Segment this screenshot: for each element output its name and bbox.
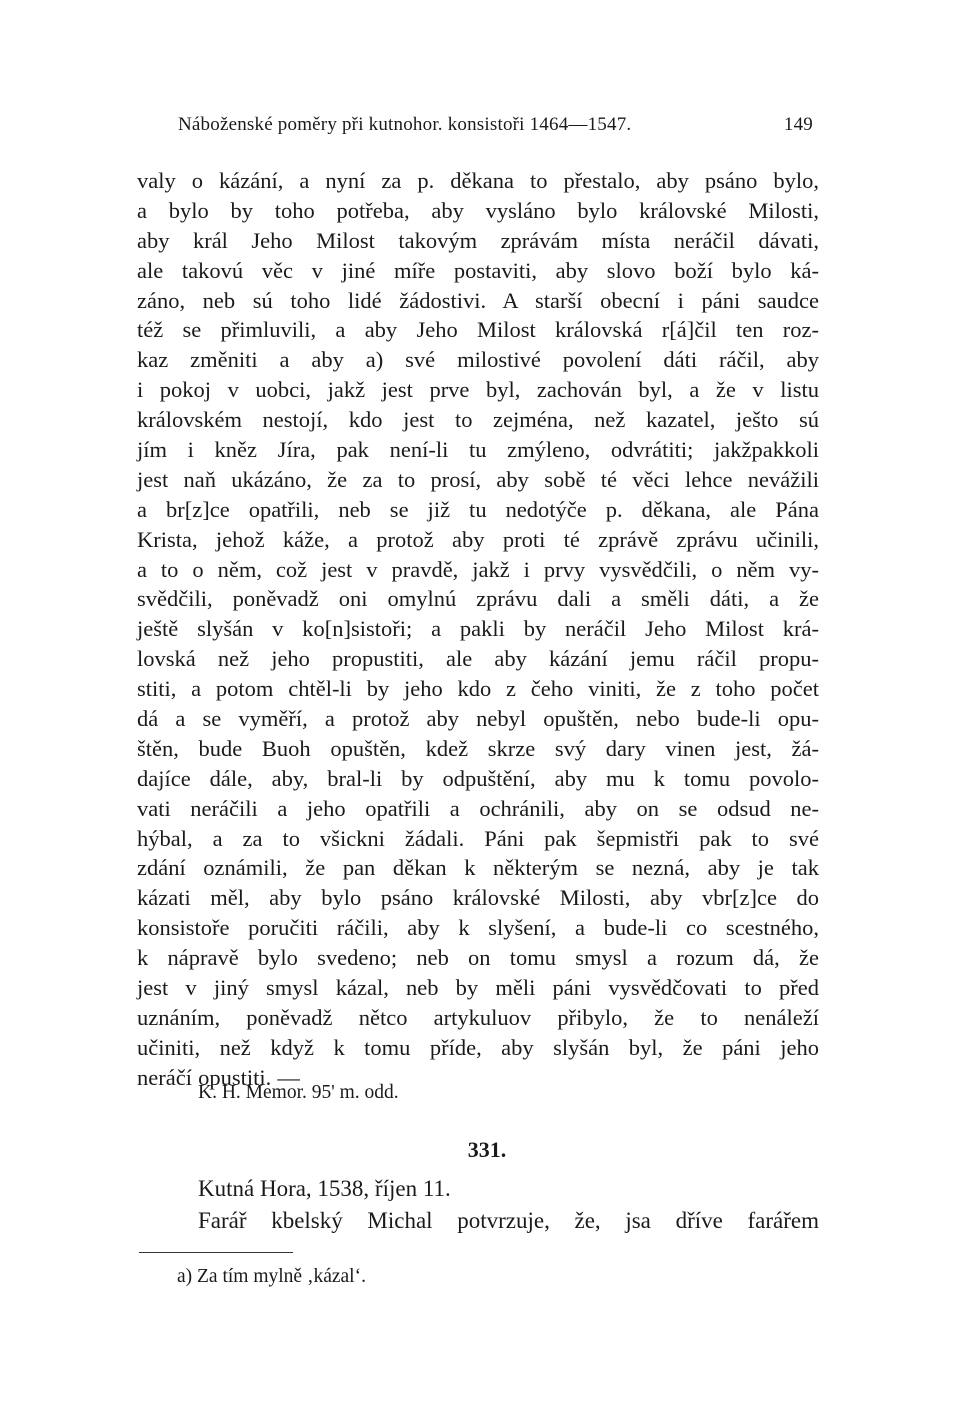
body-line: vati neráčili a jeho opatřili a ochránili, aby on se odsud ne- <box>137 795 819 821</box>
document-place-date: Kutná Hora, 1538, říjen 11. <box>198 1176 451 1201</box>
body-line: kaz změniti a aby a) své milostivé povolení dáti ráčil, aby <box>137 347 819 373</box>
running-header <box>178 114 813 136</box>
body-line: ale takovú věc v jiné míře postaviti, aby slovo boží bylo ká- <box>137 257 819 283</box>
body-text <box>137 166 819 1093</box>
body-line: hýbal, a za to všickni žádali. Páni pak šepmistři pak to své <box>137 825 819 851</box>
body-line: dá a se vyměří, a protož aby nebyl opuštěn, nebo bude-li opu- <box>137 706 819 732</box>
body-line: neráčí opustiti. — <box>137 1064 300 1090</box>
body-line: též se přimluvili, a aby Jeho Milost královská r[á]čil ten roz- <box>137 317 819 343</box>
body-line: zdání oznámili, že pan děkan k některým se nezná, aby je tak <box>137 855 819 881</box>
body-line: Krista, jehož káže, a protož aby proti té zprávě zprávu učinili, <box>137 526 819 552</box>
body-line: konsistoře poručiti ráčili, aby k slyšení, a bude-li co scestného, <box>137 915 819 941</box>
body-line: valy o kázání, a nyní za p. děkana to přestalo, aby psáno bylo, <box>137 168 819 193</box>
body-line: dajíce dále, aby, bral-li by odpuštění, aby mu k tomu povolo- <box>137 765 819 791</box>
body-line: a bylo by toho potřeba, aby vysláno bylo královské Milosti, <box>137 197 819 223</box>
body-line: stiti, a potom chtěl-li by jeho kdo z čeho viniti, že z toho počet <box>137 676 819 702</box>
body-line: k nápravě bylo svedeno; neb on tomu smysl a rozum dá, že <box>137 945 819 971</box>
footnote: a) Za tím mylně ‚kázal‘. <box>177 1266 366 1287</box>
page-number: 149 <box>783 114 813 135</box>
body-line: jím i kněz Jíra, pak není-li tu zmýleno, odvrátiti; jakžpakkoli <box>137 437 819 463</box>
body-line: i pokoj v uobci, jakž jest prve byl, zachován byl, a že v listu <box>137 377 819 403</box>
body-line: ještě slyšán v ko[n]sistoři; a pakli by neráčil Jeho Milost krá- <box>137 616 819 642</box>
body-line: jest v jiný smysl kázal, neb by měli páni vysvědčovati to před <box>137 975 819 1001</box>
document-number: 331. <box>467 1137 507 1162</box>
body-line: a to o něm, což jest v pravdě, jakž i prvy vysvědčili, o něm vy- <box>137 556 819 582</box>
footnote-rule <box>139 1252 293 1253</box>
document-regest-line: Farář kbelský Michal potvrzuje, že, jsa dříve farářem <box>198 1208 819 1233</box>
body-line: záno, neb sú toho lidé žádostivi. A starší obecní i páni saudce <box>137 287 819 313</box>
running-title: Náboženské poměry při kutnohor. konsistoři 1464—1547. <box>178 114 632 135</box>
body-line: štěn, bude Buoh opuštěn, kdež skrze svý dary vinen jest, žá- <box>137 735 819 761</box>
body-line: učiniti, než když k tomu příde, aby slyšán byl, že páni jeho <box>137 1034 819 1060</box>
body-line: uznáním, poněvadž nětco artykuluov přibylo, že to nenáleží <box>137 1004 819 1030</box>
body-line: svědčili, poněvadž oni omylnú zprávu dali a směli dáti, a že <box>137 586 819 612</box>
body-line: lovská než jeho propustiti, ale aby kázání jemu ráčil propu- <box>137 646 819 672</box>
source-reference: K. H. Memor. 95' m. odd. <box>198 1082 399 1103</box>
body-line: královském nestojí, kdo jest to zejména, než kazatel, ješto sú <box>137 407 819 433</box>
body-line: a br[z]ce opatřili, neb se již tu nedotýče p. děkana, ale Pána <box>137 496 819 522</box>
body-line: kázati měl, aby bylo psáno královské Milosti, aby vbr[z]ce do <box>137 885 819 911</box>
body-line: jest naň ukázáno, že za to prosí, aby sobě té věci lehce nevážili <box>137 466 819 492</box>
body-line: aby král Jeho Milost takovým zprávám místa neráčil dávati, <box>137 227 819 253</box>
